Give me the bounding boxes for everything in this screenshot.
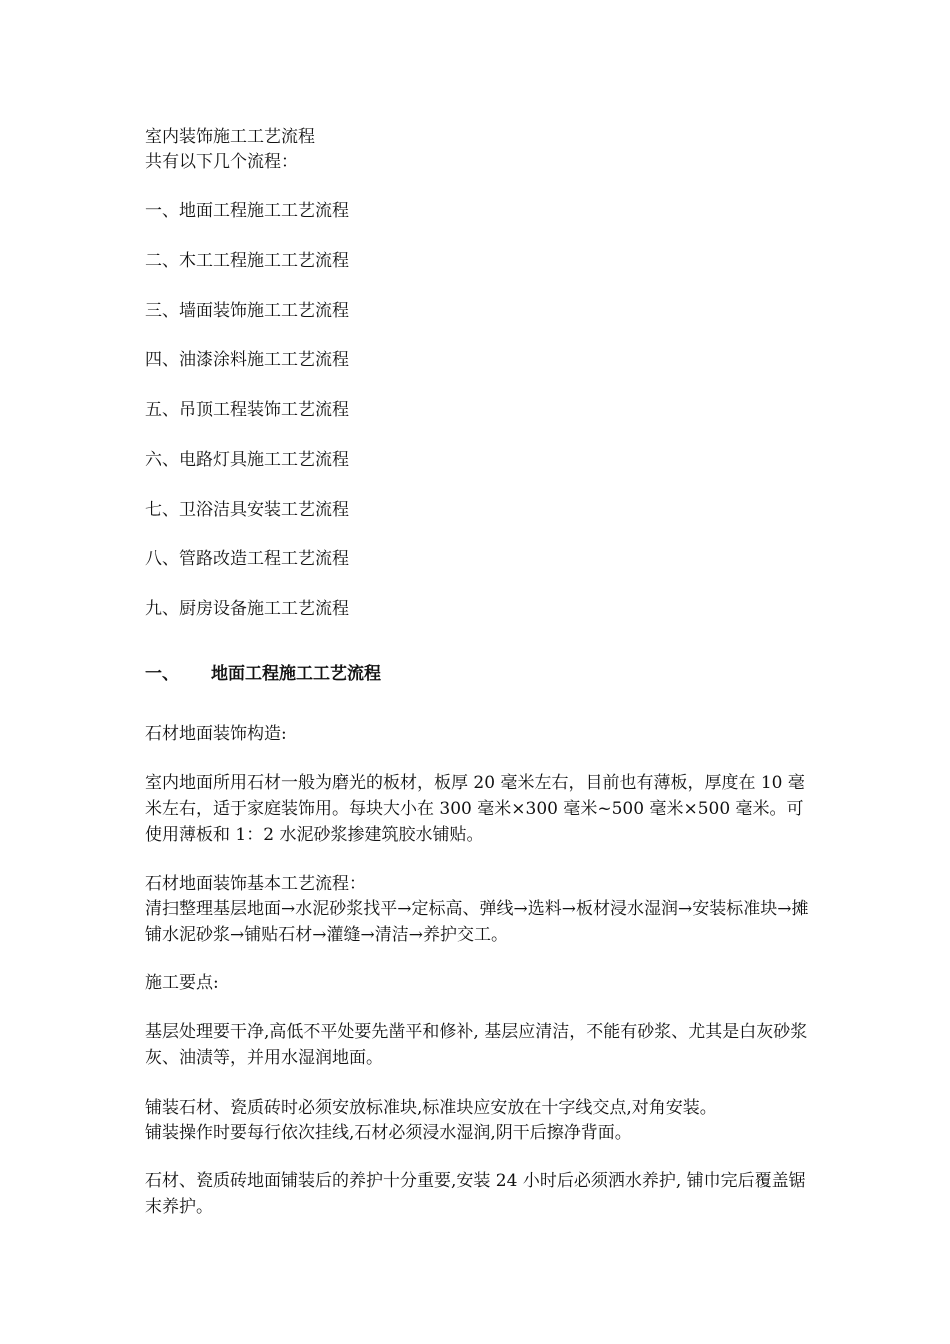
toc-item: 六、电路灯具施工工艺流程	[145, 450, 349, 470]
section-heading	[145, 662, 825, 686]
points-paragraph: 石材、瓷质砖地面铺装后的养护十分重要,安装 24 小时后必须洒水养护, 铺巾完后覆盖锯末养护。	[145, 1171, 806, 1217]
section-title: 地面工程施工工艺流程	[211, 664, 381, 684]
toc-item: 一、地面工程施工工艺流程	[145, 201, 349, 221]
toc-item: 三、墙面装饰施工工艺流程	[145, 301, 349, 321]
toc-item: 四、油漆涂料施工工艺流程	[145, 350, 349, 370]
toc-item: 七、卫浴洁具安装工艺流程	[145, 500, 349, 520]
stone-structure-heading: 石材地面装饰构造:	[145, 724, 287, 744]
toc-item: 五、吊顶工程装饰工艺流程	[145, 400, 349, 420]
points-paragraph: 铺装操作时要每行依次挂线,石材必须浸水湿润,阴干后擦净背面。	[145, 1123, 632, 1143]
toc-item: 九、厨房设备施工工艺流程	[145, 599, 349, 619]
stone-structure-paragraph: 室内地面所用石材一般为磨光的板材，板厚 20 毫米左右，目前也有薄板，厚度在 10 毫米左右，适于家庭装饰用。每块大小在 300 毫米×300 毫米~500 毫米×500 毫米。可使用薄板和 1：2 水泥砂浆掺建筑胶水铺贴。	[145, 773, 805, 845]
process-paragraph: 清扫整理基层地面→水泥砂浆找平→定标高、弹线→选料→板材浸水湿润→安装标准块→摊铺水泥砂浆→铺贴石材→灌缝→清洁→养护交工。	[145, 899, 809, 945]
document-title: 室内装饰施工工艺流程	[145, 127, 315, 147]
toc-item: 二、木工工程施工工艺流程	[145, 251, 349, 271]
process-heading: 石材地面装饰基本工艺流程：	[145, 874, 366, 894]
section-number: 一、	[145, 664, 179, 684]
points-heading: 施工要点:	[145, 973, 219, 993]
toc-item: 八、管路改造工程工艺流程	[145, 549, 349, 569]
document-intro: 共有以下几个流程：	[145, 152, 298, 172]
points-paragraph: 铺装石材、瓷质砖时必须安放标准块,标准块应安放在十字线交点,对角安装。	[145, 1098, 717, 1118]
points-paragraph: 基层处理要干净,高低不平处要先凿平和修补, 基层应清洁，不能有砂浆、尤其是白灰砂浆灰、油渍等，并用水湿润地面。	[145, 1022, 808, 1068]
